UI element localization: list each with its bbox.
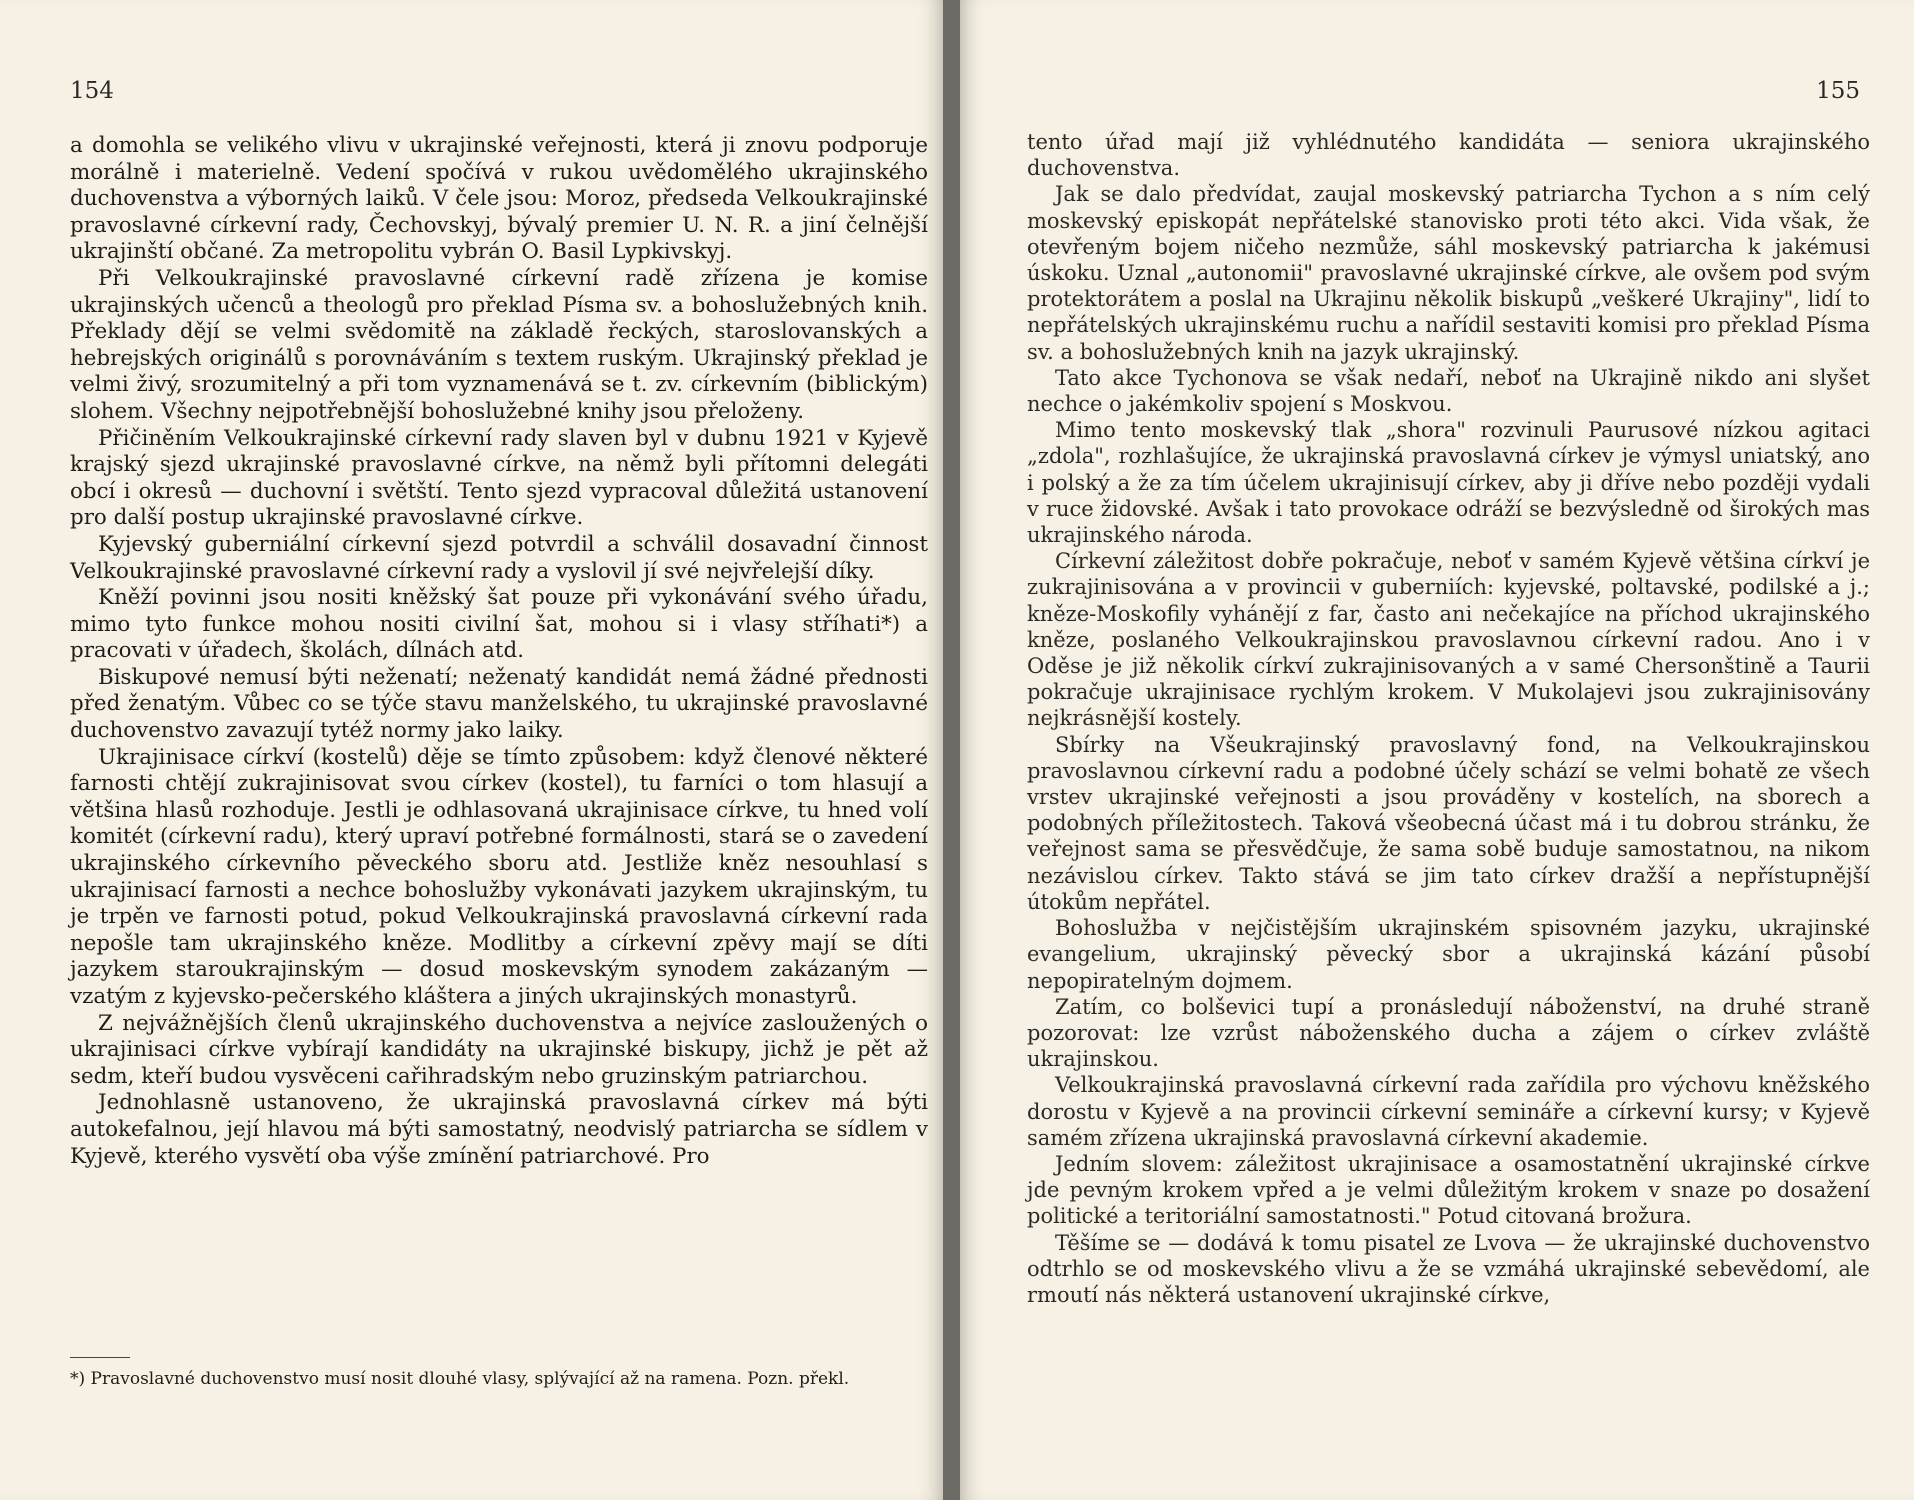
paragraph: tento úřad mají již vyhlédnutého kandidáta — seniora ukrajinského duchovenstva. [1027,130,1870,181]
left-page-text [70,133,928,1170]
paragraph: Jedním slovem: záležitost ukrajinisace a osamostatnění ukrajinské církve jde pevným krokem vpřed a je velmi důležitým krokem v snaze po dosažení politické a teritoriální samostatnosti." Potud citovaná brožura. [1027,1151,1870,1229]
paragraph: Při Velkoukrajinské pravoslavné církevní radě zřízena je komise ukrajinských učenců a theologů pro překlad Písma sv. a bohoslužebných knih. Překlady dějí se velmi svědomitě na základě řeckých, staroslovanských a hebrejských originálů s porovnáváním s textem ruským. Ukrajinský překlad je velmi živý, srozumitelný a při tom vyznamenává se t. zv. církevním (biblickým) slohem. Všechny nejpotřebnější bohoslužebné knihy jsou přeloženy. [70,265,928,424]
paragraph: Tato akce Tychonova se však nedaří, neboť na Ukrajině nikdo ani slyšet nechce o jakémkoliv spojení s Moskvou. [1027,365,1870,417]
left-page [0,0,943,1500]
paragraph: Těšíme se — dodává k tomu pisatel ze Lvova — že ukrajinské duchovenstvo odtrhlo se od moskevského vlivu a že se vzmáhá ukrajinské sebevědomí, ale rmoutí nás některá ustanovení ukrajinské církve, [1027,1230,1870,1307]
paragraph: Kyjevský guberniální církevní sjezd potvrdil a schválil dosavadní činnost Velkoukrajinské pravoslavné církevní rady a vyslovil jí své nejvřelejší díky. [70,531,928,584]
paragraph: Jednohlasně ustanoveno, že ukrajinská pravoslavná církev má býti autokefalnou, její hlavou má býti samostatný, neodvislý patriarcha se sídlem v Kyjevě, kterého vysvětí oba výše zmínění patriarchové. Pro [70,1090,928,1169]
paragraph: Přičiněním Velkoukrajinské církevní rady slaven byl v dubnu 1921 v Kyjevě krajský sjezd ukrajinské pravoslavné církve, na němž byli přítomni delegáti obcí i okresů — duchovní i světští. Tento sjezd vypracoval důležitá ustanovení pro další postup ukrajinské pravoslavné církve. [70,425,928,531]
paragraph: Z nejvážnějších členů ukrajinského duchovenstva a nejvíce zasloužených o ukrajinisaci církve vybírají kandidáty na ukrajinské biskupy, jichž je pět až sedm, kteří budou vysvěceni cařihradským nebo gruzinským patriarchou. [70,1010,928,1089]
paragraph: Kněží povinni jsou nositi kněžský šat pouze při vykonávání svého úřadu, mimo tyto funkce mohou nositi civilní šat, mohou si i vlasy stříhati*) a pracovati v úřadech, školách, dílnách atd. [70,585,928,664]
paragraph: Ukrajinisace církví (kostelů) děje se tímto způsobem: když členové některé farnosti chtějí zukrajinisovat svou církev (kostel), tu farníci o tom hlasují a většina hlasů rozhoduje. Jestli je odhlasovaná ukrajinisace církve, tu hned volí komitét (církevní radu), který upraví potřebné formálnosti, stará se o zavedení ukrajinského církevního pěveckého sboru atd. Jestliže kněz nesouhlasí s ukrajinisací farnosti a nechce bohoslužby vykonávati jazykem ukrajinským, tu je trpěn ve farnosti potud, pokud Velkoukrajinská pravoslavná církevní rada nepošle tam ukrajinského kněze. Modlitby a církevní zpěvy mají se díti jazykem staroukrajinským — dosud moskevským synodem zakázaným — vzatým z kyjevsko-pečerského kláštera a jiných ukrajinských monastyrů. [70,744,928,1009]
page-number: 155 [1816,78,1860,104]
paragraph: Církevní záležitost dobře pokračuje, neboť v samém Kyjevě většina církví je zukrajinisována a v provincii v guberniích: kyjevské, poltavské, podilské a j.; kněze-Moskofily vyhánějí z far, často ani nečekajíce na příchod ukrajinského kněze, poslaného Velkoukrajinskou pravoslavnou církevní radou. Ano i v Oděse je již několik církví zukrajinisovaných a v samé Chersonštině a Taurii pokračuje ukrajinisace rychlým krokem. V Mukolajevi jsou zukrajinisovány nejkrásnější kostely. [1027,549,1870,731]
right-page [960,0,1914,1500]
page-number: 154 [70,78,114,104]
paragraph: Biskupové nemusí býti neženatí; neženatý kandidát nemá žádné přednosti před ženatým. Vůbec co se týče stavu manželského, tu ukrajinské pravoslavné duchovenstvo zavazují tytéž normy jako laiky. [70,664,928,744]
paragraph: a domohla se velikého vlivu v ukrajinské veřejnosti, která ji znovu podporuje morálně i materielně. Vedení spočívá v rukou uvědomělého ukrajinského duchovenstva a výborných laiků. V čele jsou: Moroz, předseda Velkoukrajinské pravoslavné církevní rady, Čechovskyj, bývalý premier U. N. R. a jiní čelnější ukrajinští občané. Za metropolitu vybrán O. Basil Lypkivskyj. [70,133,928,265]
paragraph: Sbírky na Všeukrajinský pravoslavný fond, na Velkoukrajinskou pravoslavnou církevní radu a podobné účely schází se velmi bohatě ze všech vrstev ukrajinské veřejnosti a jsou prováděny v kostelích, na sborech a podobných příležitostech. Taková všeobecná účast má i tu dobrou stránku, že veřejnost sama se přesvědčuje, že sama sobě buduje samostatnou, na nikom nezávislou církev. Takto stává se jim tato církev dražší a nepřístupnější útokům nepřátel. [1027,732,1870,914]
footnote-rule [70,1357,130,1358]
footnote: *) Pravoslavné duchovenstvo musí nosit dlouhé vlasy, splývající až na ramena. Pozn. překl. [70,1369,850,1389]
paragraph: Zatím, co bolševici tupí a pronásledují náboženství, na druhé straně pozorovat: lze vzrůst náboženského ducha a zájem o církev zvláště ukrajinskou. [1027,994,1870,1072]
paragraph: Velkoukrajinská pravoslavná církevní rada zařídila pro výchovu kněžského dorostu v Kyjevě a na provincii církevní semináře a církevní kursy; v Kyjevě samém zřízena ukrajinská pravoslavná církevní akademie. [1027,1073,1870,1150]
paragraph: Bohoslužba v nejčistějším ukrajinském spisovném jazyku, ukrajinské evangelium, ukrajinský pěvecký sbor a ukrajinská kázání působí nepopiratelným dojmem. [1027,916,1870,993]
paragraph: Jak se dalo předvídat, zaujal moskevský patriarcha Tychon a s ním celý moskevský episkopát nepřátelské stanovisko proti této akci. Vida však, že otevřeným bojem ničeho nezmůže, sáhl moskevský patriarcha k jakémusi úskoku. Uznal „autonomii" pravoslavné ukrajinské církve, ale ovšem pod svým protektorátem a poslal na Ukrajinu několik biskupů „veškeré Ukrajiny", lidí to nepřátelských ukrajinskému ruchu a nařídil sestaviti komisi pro překlad Písma sv. a bohoslužebných knih na jazyk ukrajinský. [1027,182,1870,364]
right-page-text [1027,129,1870,1308]
paragraph: Mimo tento moskevský tlak „shora" rozvinuli Paurusové nízkou agitaci „zdola", rozhlašujíce, že ukrajinská pravoslavná církev je výmysl uniatský, ano i polský a že za tím účelem ukrajinisují církev, aby ji dříve nebo později vydali v ruce židovské. Avšak i tato provokace odráží se bezvýsledně od širokých mas ukrajinského národa. [1027,418,1870,548]
